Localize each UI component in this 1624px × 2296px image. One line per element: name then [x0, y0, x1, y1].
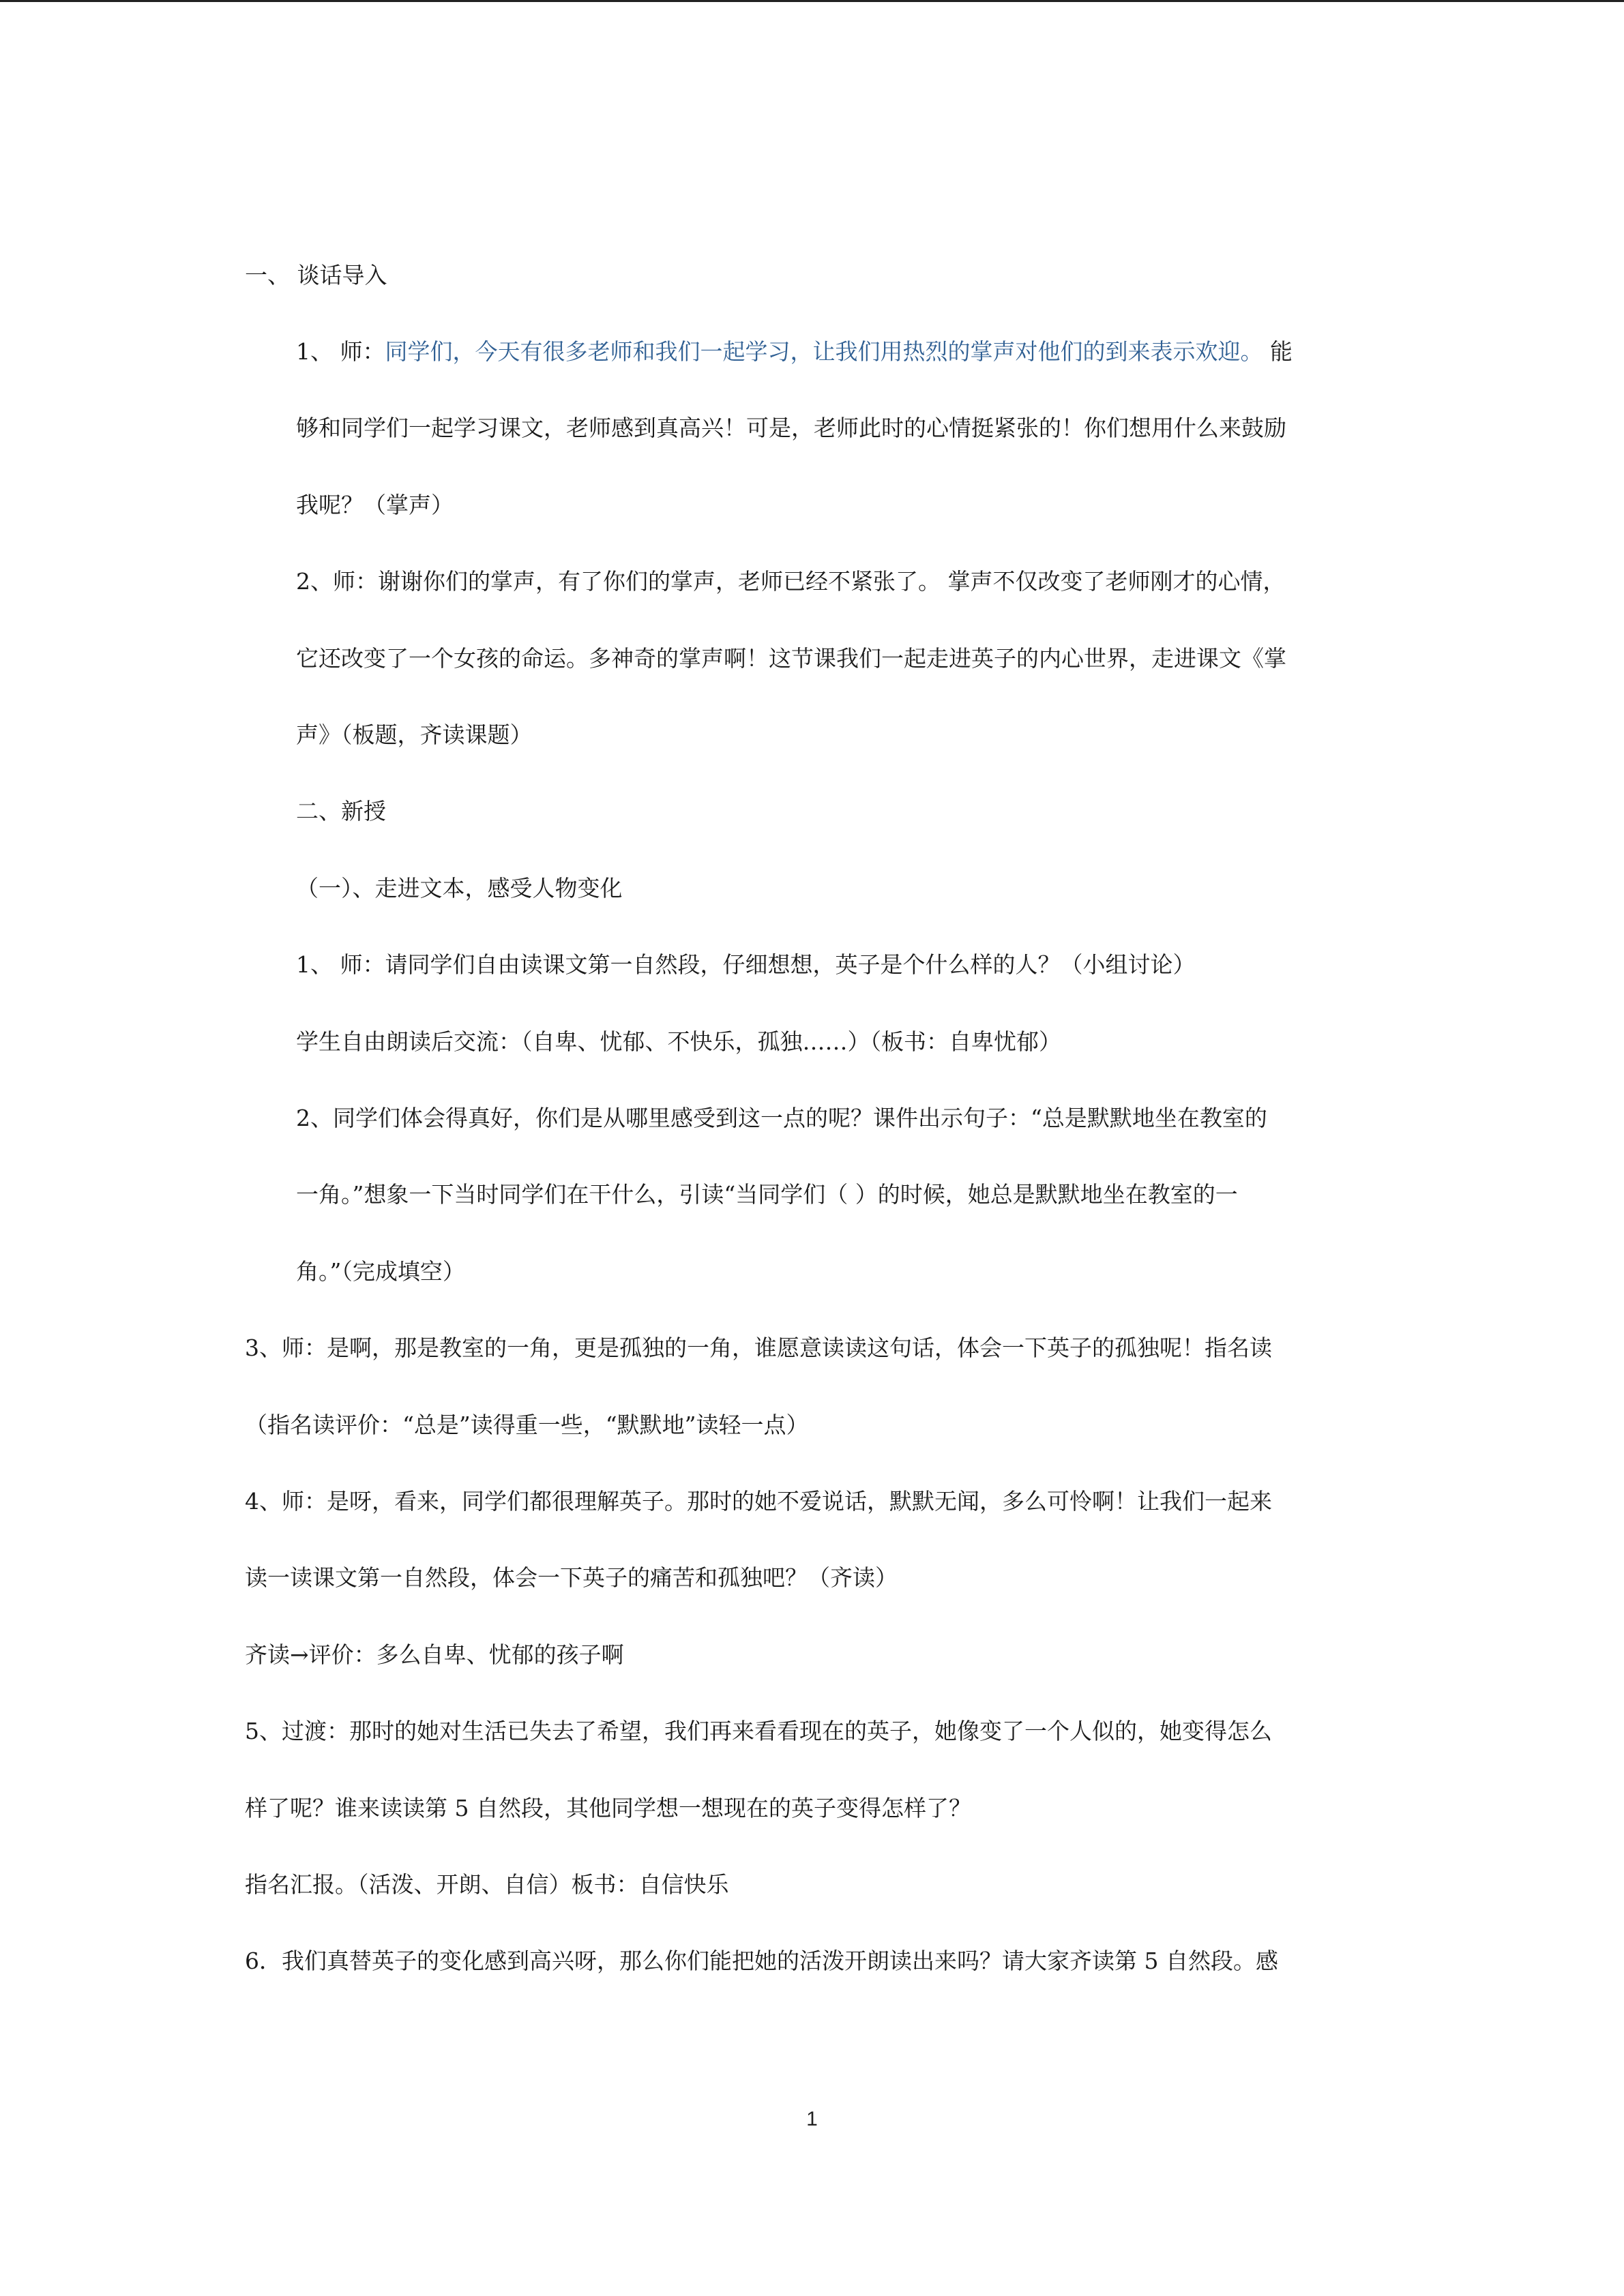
paragraph-line: 我呢？（掌声） — [296, 492, 454, 518]
paragraph-line: 齐读→评价：多么自卑、忧郁的孩子啊 — [245, 1641, 624, 1668]
paragraph-line: 声》（板题，齐读课题） — [296, 721, 533, 748]
paragraph-line — [296, 336, 1293, 368]
paragraph-line: 3、师：是啊，那是教室的一角，更是孤独的一角，谁愿意读读这句话，体会一下英子的孤独呢！指名读 — [245, 1335, 1272, 1361]
page-number: 1 — [806, 2108, 818, 2130]
paragraph-line: （指名读评价：“总是”读得重一些，“默默地”读轻一点） — [245, 1412, 809, 1438]
paragraph-line: 样了呢？谁来读读第 5 自然段，其他同学想一想现在的英子变得怎样了？ — [245, 1795, 971, 1821]
paragraph-line: 4、师：是呀，看来，同学们都很理解英子。那时的她不爱说话，默默无闻，多么可怜啊！让我们一起来 — [245, 1488, 1272, 1515]
paragraph-line: 2、师：谢谢你们的掌声，有了你们的掌声，老师已经不紧张了。 掌声不仅改变了老师刚才的心情， — [296, 568, 1286, 595]
paragraph-line: 1、 师：请同学们自由读课文第一自然段，仔细想想，英子是个什么样的人？（小组讨论） — [296, 951, 1196, 978]
section-heading-new-lesson: 二、新授 — [296, 798, 386, 824]
paragraph-line: 5、过渡：那时的她对生活已失去了希望，我们再来看看现在的英子，她像变了一个人似的，她变得怎么 — [245, 1718, 1272, 1744]
paragraph-line: 6．我们真替英子的变化感到高兴呀，那么你们能把她的活泼开朗读出来吗？请大家齐读第 5 自然段。感 — [245, 1948, 1278, 1974]
paragraph-line: 够和同学们一起学习课文，老师感到真高兴！可是，老师此时的心情挺紧张的！你们想用什么来鼓励 — [296, 415, 1286, 441]
teacher-label: 1、 师： — [296, 338, 385, 365]
subsection-heading: （一）、走进文本，感受人物变化 — [296, 875, 623, 901]
page-top-border — [0, 0, 1624, 2]
section-heading-introduction: 一、 谈话导入 — [245, 262, 387, 288]
paragraph-line: 读一读课文第一自然段，体会一下英子的痛苦和孤独吧？（齐读） — [245, 1564, 898, 1591]
paragraph-line: 学生自由朗读后交流：（自卑、忧郁、不快乐，孤独……）（板书：自卑忧郁） — [296, 1028, 1061, 1055]
paragraph-line: 2、同学们体会得真好，你们是从哪里感受到这一点的呢？课件出示句子：“总是默默地坐在教室的 — [296, 1105, 1267, 1131]
paragraph-line: 一角。”想象一下当时同学们在干什么，引读“当同学们（ ）的时候，她总是默默地坐在教室的一 — [296, 1181, 1238, 1208]
paragraph-line: 角。”（完成填空） — [296, 1258, 465, 1285]
paragraph-line: 指名汇报。（活泼、开朗、自信）板书：自信快乐 — [245, 1871, 729, 1898]
highlighted-greeting: 同学们，今天有很多老师和我们一起学习，让我们用热烈的掌声对他们的到来表示欢迎。 — [385, 338, 1263, 365]
paragraph-line-tail: 能 — [1263, 338, 1293, 365]
paragraph-line: 它还改变了一个女孩的命运。多神奇的掌声啊！这节课我们一起走进英子的内心世界，走进课文《掌 — [296, 645, 1286, 672]
